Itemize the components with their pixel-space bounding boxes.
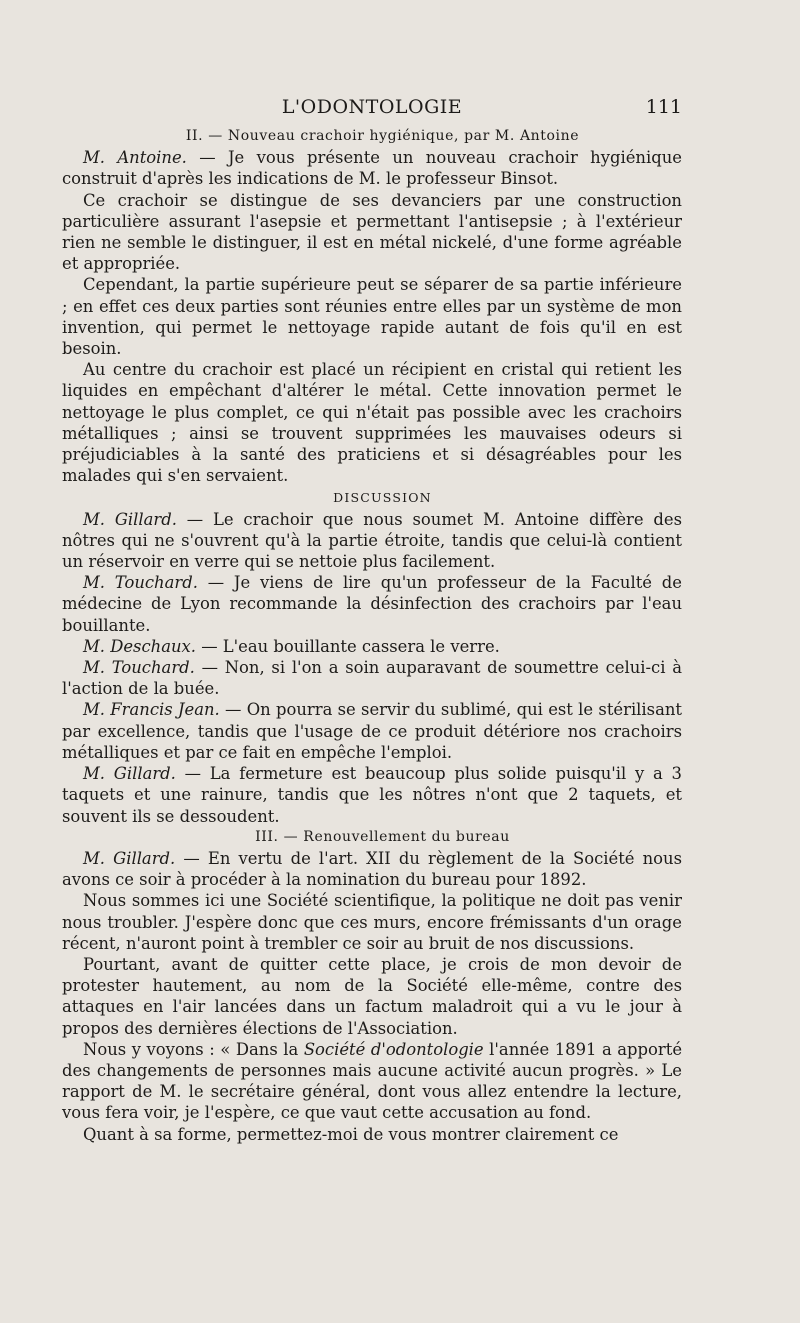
paragraph (62, 509, 682, 573)
section-heading-3: III. — Renouvellement du bureau (255, 828, 510, 845)
section-heading-2: II. — Nouveau crachoir hygiénique, par M. Antoine (185, 128, 580, 144)
paragraph-text: — En vertu de l'art. XII du règlement de la Société nous avons ce soir à procéder à la nomination du bureau pour 1892. (62, 848, 682, 890)
speaker-name: M. Gillard. (83, 509, 177, 529)
paragraph (62, 1039, 682, 1124)
paragraph: Quant à sa forme, permettez-moi de vous montrer clairement ce (83, 1124, 619, 1144)
paragraph-text: — L'eau bouillante cassera le verre. (195, 636, 500, 656)
discussion-heading: DISCUSSION (333, 490, 432, 506)
paragraph-text: — Je viens de lire qu'un professeur de la Faculté de médecine de Lyon recommande la désinfection des crachoirs par l'eau bouillante. (62, 573, 682, 635)
paragraph-text: — Non, si l'on a soin auparavant de soumettre celui-ci à l'action de la buée. (62, 658, 682, 699)
speaker-name: M. Gillard. (83, 848, 176, 868)
paragraph: Nous sommes ici une Société scientifique, la politique ne doit pas venir nous troubler. J'espère donc que ces murs, encore frémissants d'un orage récent, n'auront point à trembler ce soir au bruit de nos discussions. (62, 891, 682, 953)
paragraph: Au centre du crachoir est placé un récipient en cristal qui retient les liquides en empêchant d'altérer le métal. Cette innovation permet le nettoyage le plus complet, ce qui n'était pas possible avec les crachoirs métalliques ; ainsi se trouvent supprimées les mauvaises odeurs si préjudiciables à la santé des praticiens et si désagréables pour les malades qui s'en servaient. (62, 360, 682, 486)
running-title: L'ODONTOLOGIE (281, 96, 463, 118)
journal-title: Société d'odontologie (303, 1039, 484, 1059)
paragraph (62, 147, 682, 189)
speaker-name: M. Touchard. (83, 573, 198, 593)
paragraph (62, 848, 682, 890)
paragraph-text: — On pourra se servir du sublimé, qui est le stérilisant par excellence, tandis que l'usage de ce produit détériore nos crachoirs métalliques et par ce fait en empêche l'emploi. (62, 700, 682, 762)
paragraph (62, 763, 682, 827)
page-number: 111 (645, 96, 682, 118)
body-text (62, 126, 682, 1145)
paragraph-text: Nous y voyons : « Dans la (83, 1039, 304, 1059)
paragraph: Pourtant, avant de quitter cette place, je crois de mon devoir de protester hautement, au nom de la Société elle-même, contre des attaques en l'air lancées dans un factum maladroit qui a vu le jour à propos des dernières élections de l'Association. (62, 954, 682, 1038)
paragraph-text: — La fermeture est beaucoup plus solide puisqu'il y a 3 taquets et une rainure, tandis que les nôtres n'ont que 2 taquets, et souvent ils se dessoudent. (62, 764, 682, 826)
paragraph (62, 657, 682, 699)
paragraph-text: l'année 1891 a apporté des changements de personnes mais aucune activité aucun progrès. » Le rapport de M. le secrétaire général, dont vous allez entendre la lecture, vous fera voir, je l'espère, ce que vaut cette accusation au fond. (62, 1039, 683, 1123)
paragraph: Cependant, la partie supérieure peut se séparer de sa partie inférieure ; en effet ces deux parties sont réunies entre elles par un système de mon invention, qui permet le nettoyage rapide autant de fois qu'il en est besoin. (62, 275, 682, 359)
speaker-name: M. Francis Jean. (83, 700, 220, 720)
speaker-name: M. Antoine. (83, 148, 187, 168)
speaker-name: M. Touchard. (83, 658, 195, 678)
paragraph-text: — Le crachoir que nous soumet M. Antoine diffère des nôtres qui ne s'ouvrent qu'à la partie étroite, tandis que celui-là contient un réservoir en verre qui se nettoie plus facilement. (62, 509, 682, 572)
speaker-name: M. Gillard. (83, 764, 176, 784)
paragraph (62, 572, 682, 636)
speaker-name: M. Deschaux. (83, 636, 196, 656)
paragraph-text: — Je vous présente un nouveau crachoir hygiénique construit d'après les indications de M. le professeur Binsot. (62, 148, 682, 189)
paragraph (62, 636, 682, 657)
paragraph (62, 699, 682, 763)
page-header (62, 96, 682, 124)
paragraph: Ce crachoir se distingue de ses devanciers par une construction particulière assurant l'asepsie et permettant l'antisepsie ; à l'extérieur rien ne semble le distinguer, il est en métal nickelé, d'une forme agréable et appropriée. (62, 190, 682, 274)
